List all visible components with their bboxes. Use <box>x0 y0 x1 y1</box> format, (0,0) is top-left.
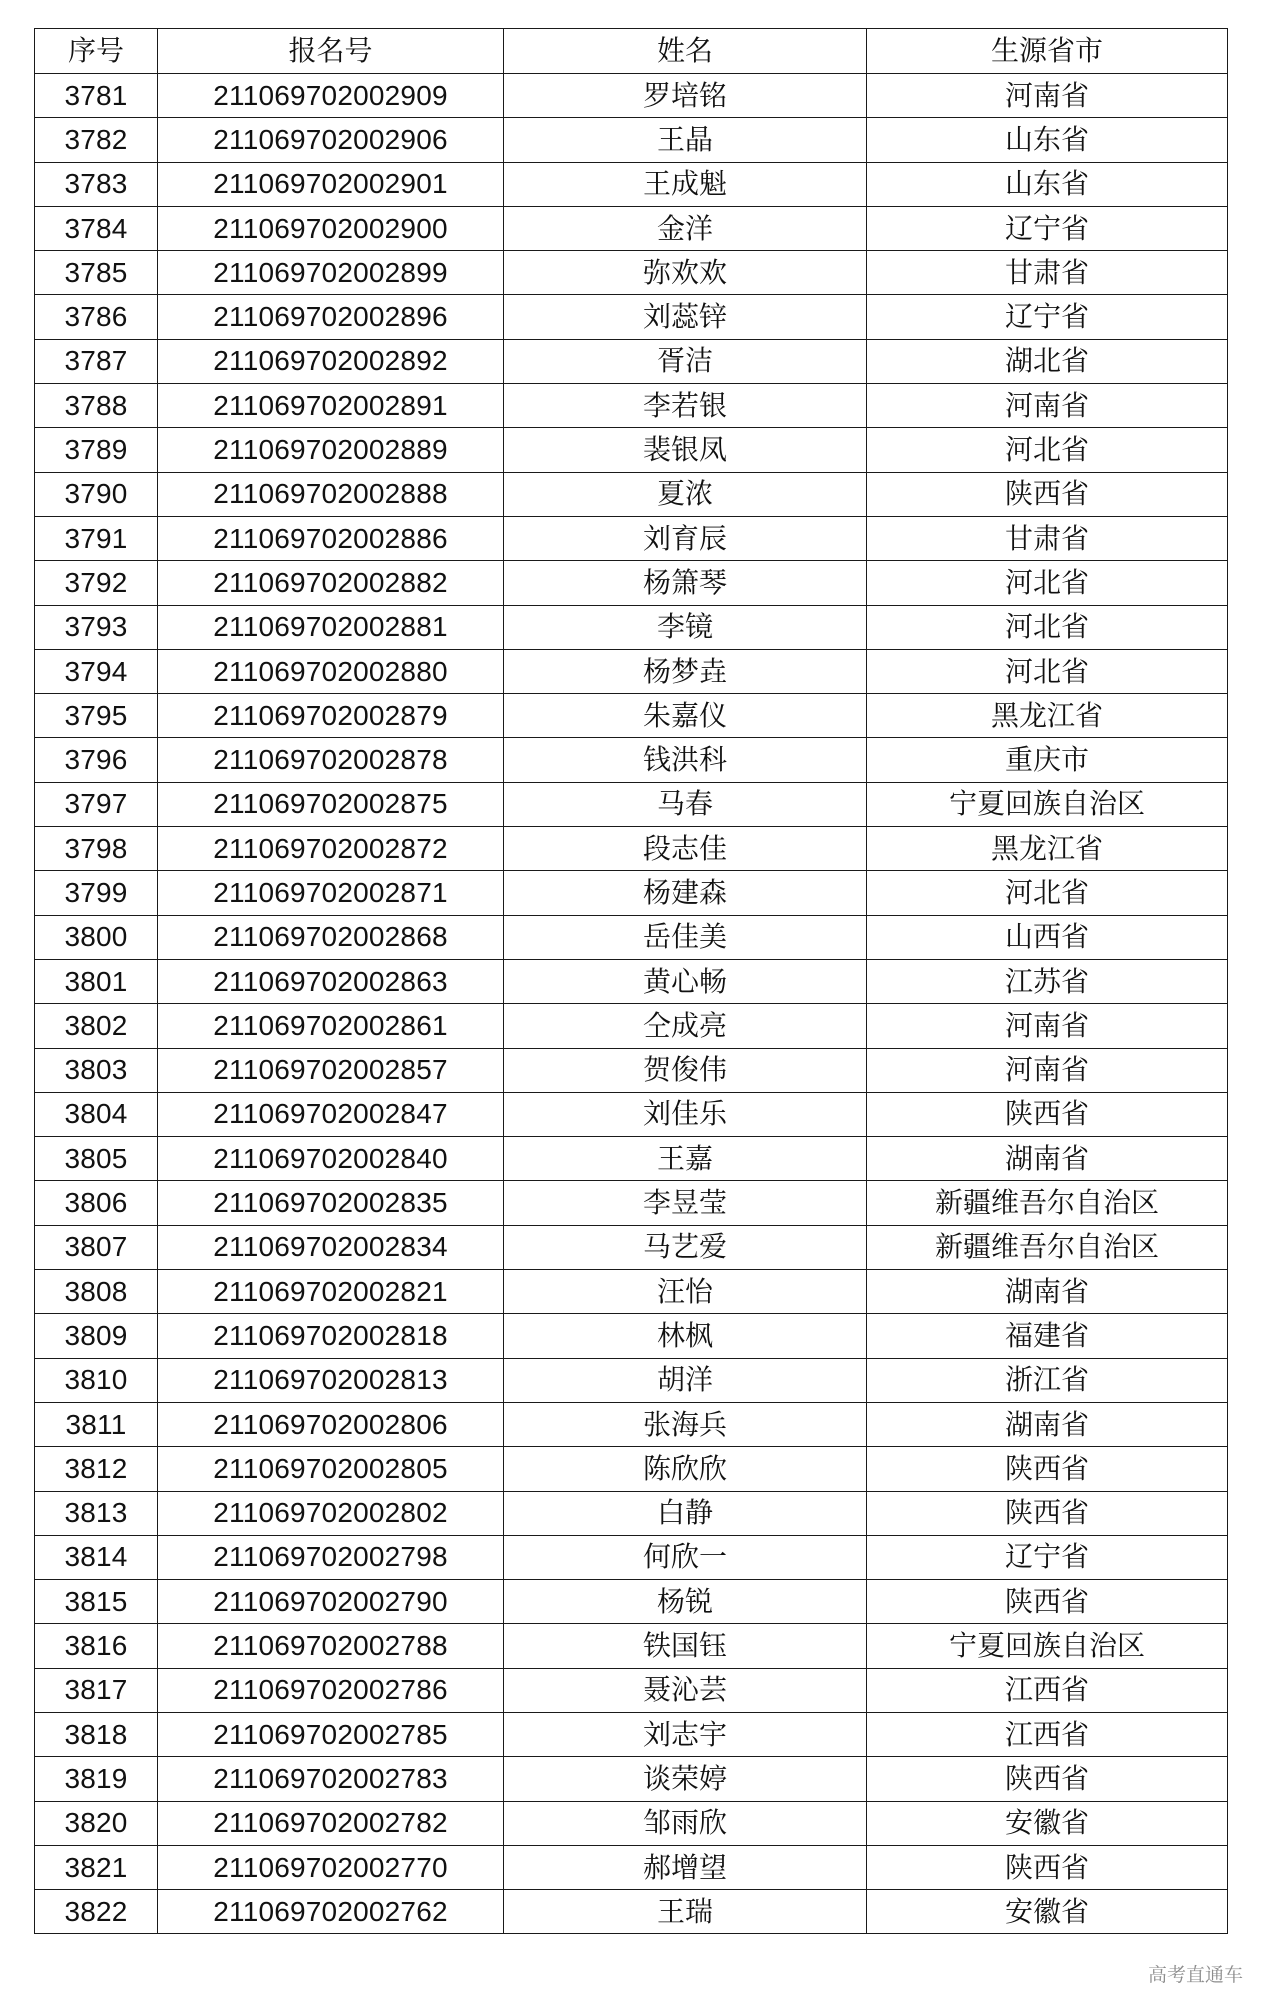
cell-province: 陕西省 <box>867 1580 1228 1624</box>
cell-name: 朱嘉仪 <box>504 694 867 738</box>
table-row <box>35 871 1228 915</box>
table-row <box>35 827 1228 871</box>
table-row <box>35 1048 1228 1092</box>
cell-name: 李镜 <box>504 605 867 649</box>
table-row <box>35 1580 1228 1624</box>
cell-name: 罗培铭 <box>504 74 867 118</box>
cell-name: 李若银 <box>504 384 867 428</box>
cell-registration-number: 211069702002785 <box>158 1712 504 1756</box>
cell-name: 邹雨欣 <box>504 1801 867 1845</box>
cell-registration-number: 211069702002906 <box>158 118 504 162</box>
roster-sheet <box>34 28 1227 1934</box>
cell-seq: 3808 <box>35 1270 158 1314</box>
cell-registration-number: 211069702002782 <box>158 1801 504 1845</box>
cell-seq: 3791 <box>35 516 158 560</box>
cell-seq: 3819 <box>35 1757 158 1801</box>
cell-province: 辽宁省 <box>867 295 1228 339</box>
cell-registration-number: 211069702002880 <box>158 649 504 693</box>
cell-province: 河南省 <box>867 74 1228 118</box>
cell-name: 杨建森 <box>504 871 867 915</box>
cell-seq: 3784 <box>35 206 158 250</box>
cell-province: 湖北省 <box>867 339 1228 383</box>
cell-seq: 3797 <box>35 782 158 826</box>
cell-registration-number: 211069702002834 <box>158 1225 504 1269</box>
cell-registration-number: 211069702002899 <box>158 251 504 295</box>
watermark: 高考直通车 <box>1147 1964 1243 1986</box>
table-row <box>35 1092 1228 1136</box>
cell-name: 王成魁 <box>504 162 867 206</box>
cell-seq: 3821 <box>35 1845 158 1889</box>
table-row <box>35 206 1228 250</box>
cell-seq: 3822 <box>35 1890 158 1934</box>
cell-seq: 3810 <box>35 1358 158 1402</box>
cell-seq: 3782 <box>35 118 158 162</box>
cell-seq: 3800 <box>35 915 158 959</box>
cell-seq: 3816 <box>35 1624 158 1668</box>
table-row <box>35 694 1228 738</box>
cell-registration-number: 211069702002847 <box>158 1092 504 1136</box>
cell-name: 胥洁 <box>504 339 867 383</box>
table-row <box>35 1225 1228 1269</box>
cell-registration-number: 211069702002762 <box>158 1890 504 1934</box>
table-row <box>35 118 1228 162</box>
table-row <box>35 339 1228 383</box>
cell-seq: 3799 <box>35 871 158 915</box>
header-name: 姓名 <box>504 29 867 74</box>
cell-name: 贺俊伟 <box>504 1048 867 1092</box>
cell-province: 河北省 <box>867 428 1228 472</box>
cell-province: 湖南省 <box>867 1270 1228 1314</box>
table-row <box>35 1491 1228 1535</box>
cell-seq: 3788 <box>35 384 158 428</box>
table-row <box>35 738 1228 782</box>
cell-province: 重庆市 <box>867 738 1228 782</box>
cell-province: 河北省 <box>867 561 1228 605</box>
cell-name: 汪怡 <box>504 1270 867 1314</box>
cell-seq: 3793 <box>35 605 158 649</box>
cell-name: 弥欢欢 <box>504 251 867 295</box>
cell-province: 陕西省 <box>867 472 1228 516</box>
cell-registration-number: 211069702002802 <box>158 1491 504 1535</box>
cell-name: 黄心畅 <box>504 959 867 1003</box>
cell-registration-number: 211069702002770 <box>158 1845 504 1889</box>
cell-seq: 3787 <box>35 339 158 383</box>
header-registration-number: 报名号 <box>158 29 504 74</box>
cell-province: 山东省 <box>867 118 1228 162</box>
cell-province: 甘肃省 <box>867 251 1228 295</box>
table-row <box>35 1270 1228 1314</box>
cell-registration-number: 211069702002783 <box>158 1757 504 1801</box>
cell-registration-number: 211069702002805 <box>158 1447 504 1491</box>
table-row <box>35 1890 1228 1934</box>
cell-registration-number: 211069702002813 <box>158 1358 504 1402</box>
cell-registration-number: 211069702002868 <box>158 915 504 959</box>
cell-registration-number: 211069702002892 <box>158 339 504 383</box>
cell-province: 辽宁省 <box>867 1535 1228 1579</box>
cell-registration-number: 211069702002790 <box>158 1580 504 1624</box>
cell-name: 白静 <box>504 1491 867 1535</box>
cell-province: 湖南省 <box>867 1402 1228 1446</box>
cell-seq: 3786 <box>35 295 158 339</box>
cell-seq: 3790 <box>35 472 158 516</box>
cell-province: 安徽省 <box>867 1801 1228 1845</box>
cell-name: 马艺爱 <box>504 1225 867 1269</box>
header-seq: 序号 <box>35 29 158 74</box>
cell-province: 陕西省 <box>867 1447 1228 1491</box>
table-row <box>35 162 1228 206</box>
table-row <box>35 561 1228 605</box>
cell-seq: 3806 <box>35 1181 158 1225</box>
cell-name: 马春 <box>504 782 867 826</box>
table-row <box>35 1004 1228 1048</box>
cell-name: 杨梦垚 <box>504 649 867 693</box>
cell-seq: 3789 <box>35 428 158 472</box>
cell-province: 黑龙江省 <box>867 827 1228 871</box>
table-row <box>35 1801 1228 1845</box>
table-row <box>35 251 1228 295</box>
cell-seq: 3803 <box>35 1048 158 1092</box>
cell-registration-number: 211069702002871 <box>158 871 504 915</box>
table-row <box>35 1668 1228 1712</box>
cell-province: 江苏省 <box>867 959 1228 1003</box>
table-row <box>35 1757 1228 1801</box>
table-row <box>35 1402 1228 1446</box>
cell-province: 江西省 <box>867 1712 1228 1756</box>
cell-province: 陕西省 <box>867 1845 1228 1889</box>
table-row <box>35 1137 1228 1181</box>
cell-province: 陕西省 <box>867 1491 1228 1535</box>
cell-province: 辽宁省 <box>867 206 1228 250</box>
cell-seq: 3820 <box>35 1801 158 1845</box>
cell-province: 河北省 <box>867 605 1228 649</box>
admission-roster-table <box>34 28 1228 1934</box>
table-row <box>35 782 1228 826</box>
cell-name: 裴银凤 <box>504 428 867 472</box>
table-row <box>35 384 1228 428</box>
cell-province: 山西省 <box>867 915 1228 959</box>
table-row <box>35 74 1228 118</box>
cell-province: 河南省 <box>867 384 1228 428</box>
table-row <box>35 1447 1228 1491</box>
cell-province: 安徽省 <box>867 1890 1228 1934</box>
cell-seq: 3815 <box>35 1580 158 1624</box>
cell-name: 杨锐 <box>504 1580 867 1624</box>
cell-province: 陕西省 <box>867 1757 1228 1801</box>
cell-province: 宁夏回族自治区 <box>867 1624 1228 1668</box>
cell-province: 河南省 <box>867 1004 1228 1048</box>
cell-registration-number: 211069702002881 <box>158 605 504 649</box>
cell-name: 陈欣欣 <box>504 1447 867 1491</box>
cell-registration-number: 211069702002900 <box>158 206 504 250</box>
table-row <box>35 1181 1228 1225</box>
cell-province: 河南省 <box>867 1048 1228 1092</box>
cell-seq: 3818 <box>35 1712 158 1756</box>
cell-registration-number: 211069702002891 <box>158 384 504 428</box>
cell-name: 杨箫琴 <box>504 561 867 605</box>
cell-registration-number: 211069702002861 <box>158 1004 504 1048</box>
cell-province: 陕西省 <box>867 1092 1228 1136</box>
cell-name: 刘育辰 <box>504 516 867 560</box>
cell-seq: 3792 <box>35 561 158 605</box>
cell-registration-number: 211069702002857 <box>158 1048 504 1092</box>
cell-name: 聂沁芸 <box>504 1668 867 1712</box>
cell-seq: 3807 <box>35 1225 158 1269</box>
cell-seq: 3783 <box>35 162 158 206</box>
cell-registration-number: 211069702002879 <box>158 694 504 738</box>
cell-seq: 3817 <box>35 1668 158 1712</box>
cell-name: 李昱莹 <box>504 1181 867 1225</box>
table-row <box>35 1358 1228 1402</box>
cell-seq: 3805 <box>35 1137 158 1181</box>
table-row <box>35 1712 1228 1756</box>
cell-registration-number: 211069702002882 <box>158 561 504 605</box>
table-row <box>35 428 1228 472</box>
cell-registration-number: 211069702002821 <box>158 1270 504 1314</box>
table-row <box>35 1624 1228 1668</box>
table-row <box>35 1314 1228 1358</box>
cell-name: 岳佳美 <box>504 915 867 959</box>
cell-seq: 3802 <box>35 1004 158 1048</box>
cell-registration-number: 211069702002886 <box>158 516 504 560</box>
cell-seq: 3814 <box>35 1535 158 1579</box>
cell-name: 刘志宇 <box>504 1712 867 1756</box>
cell-seq: 3781 <box>35 74 158 118</box>
cell-registration-number: 211069702002872 <box>158 827 504 871</box>
cell-name: 钱洪科 <box>504 738 867 782</box>
cell-seq: 3813 <box>35 1491 158 1535</box>
cell-seq: 3796 <box>35 738 158 782</box>
cell-seq: 3795 <box>35 694 158 738</box>
cell-name: 胡洋 <box>504 1358 867 1402</box>
table-row <box>35 295 1228 339</box>
cell-name: 夏浓 <box>504 472 867 516</box>
table-row <box>35 605 1228 649</box>
cell-seq: 3798 <box>35 827 158 871</box>
cell-name: 王晶 <box>504 118 867 162</box>
cell-name: 王嘉 <box>504 1137 867 1181</box>
cell-seq: 3785 <box>35 251 158 295</box>
cell-registration-number: 211069702002788 <box>158 1624 504 1668</box>
cell-province: 宁夏回族自治区 <box>867 782 1228 826</box>
cell-name: 仝成亮 <box>504 1004 867 1048</box>
cell-registration-number: 211069702002818 <box>158 1314 504 1358</box>
header-province: 生源省市 <box>867 29 1228 74</box>
cell-province: 新疆维吾尔自治区 <box>867 1181 1228 1225</box>
cell-seq: 3794 <box>35 649 158 693</box>
table-row <box>35 516 1228 560</box>
cell-registration-number: 211069702002896 <box>158 295 504 339</box>
cell-registration-number: 211069702002888 <box>158 472 504 516</box>
cell-name: 何欣一 <box>504 1535 867 1579</box>
cell-registration-number: 211069702002840 <box>158 1137 504 1181</box>
table-row <box>35 649 1228 693</box>
cell-province: 新疆维吾尔自治区 <box>867 1225 1228 1269</box>
table-row <box>35 915 1228 959</box>
cell-registration-number: 211069702002901 <box>158 162 504 206</box>
cell-seq: 3811 <box>35 1402 158 1446</box>
cell-province: 江西省 <box>867 1668 1228 1712</box>
cell-name: 郝增望 <box>504 1845 867 1889</box>
cell-name: 刘蕊锌 <box>504 295 867 339</box>
header-row <box>35 29 1228 74</box>
cell-registration-number: 211069702002806 <box>158 1402 504 1446</box>
cell-seq: 3809 <box>35 1314 158 1358</box>
cell-registration-number: 211069702002875 <box>158 782 504 826</box>
cell-seq: 3812 <box>35 1447 158 1491</box>
cell-province: 浙江省 <box>867 1358 1228 1402</box>
cell-province: 河北省 <box>867 871 1228 915</box>
cell-name: 谈荣婷 <box>504 1757 867 1801</box>
cell-registration-number: 211069702002889 <box>158 428 504 472</box>
cell-province: 甘肃省 <box>867 516 1228 560</box>
table-row <box>35 472 1228 516</box>
cell-province: 湖南省 <box>867 1137 1228 1181</box>
cell-province: 福建省 <box>867 1314 1228 1358</box>
roster-body <box>35 74 1228 1934</box>
cell-name: 张海兵 <box>504 1402 867 1446</box>
table-row <box>35 959 1228 1003</box>
cell-registration-number: 211069702002863 <box>158 959 504 1003</box>
cell-name: 林枫 <box>504 1314 867 1358</box>
cell-registration-number: 211069702002786 <box>158 1668 504 1712</box>
table-row <box>35 1845 1228 1889</box>
cell-name: 金洋 <box>504 206 867 250</box>
cell-registration-number: 211069702002909 <box>158 74 504 118</box>
cell-name: 王瑞 <box>504 1890 867 1934</box>
cell-name: 段志佳 <box>504 827 867 871</box>
cell-registration-number: 211069702002835 <box>158 1181 504 1225</box>
table-row <box>35 1535 1228 1579</box>
cell-province: 河北省 <box>867 649 1228 693</box>
cell-registration-number: 211069702002878 <box>158 738 504 782</box>
cell-name: 铁国钰 <box>504 1624 867 1668</box>
cell-seq: 3801 <box>35 959 158 1003</box>
cell-province: 山东省 <box>867 162 1228 206</box>
cell-name: 刘佳乐 <box>504 1092 867 1136</box>
cell-seq: 3804 <box>35 1092 158 1136</box>
cell-registration-number: 211069702002798 <box>158 1535 504 1579</box>
cell-province: 黑龙江省 <box>867 694 1228 738</box>
